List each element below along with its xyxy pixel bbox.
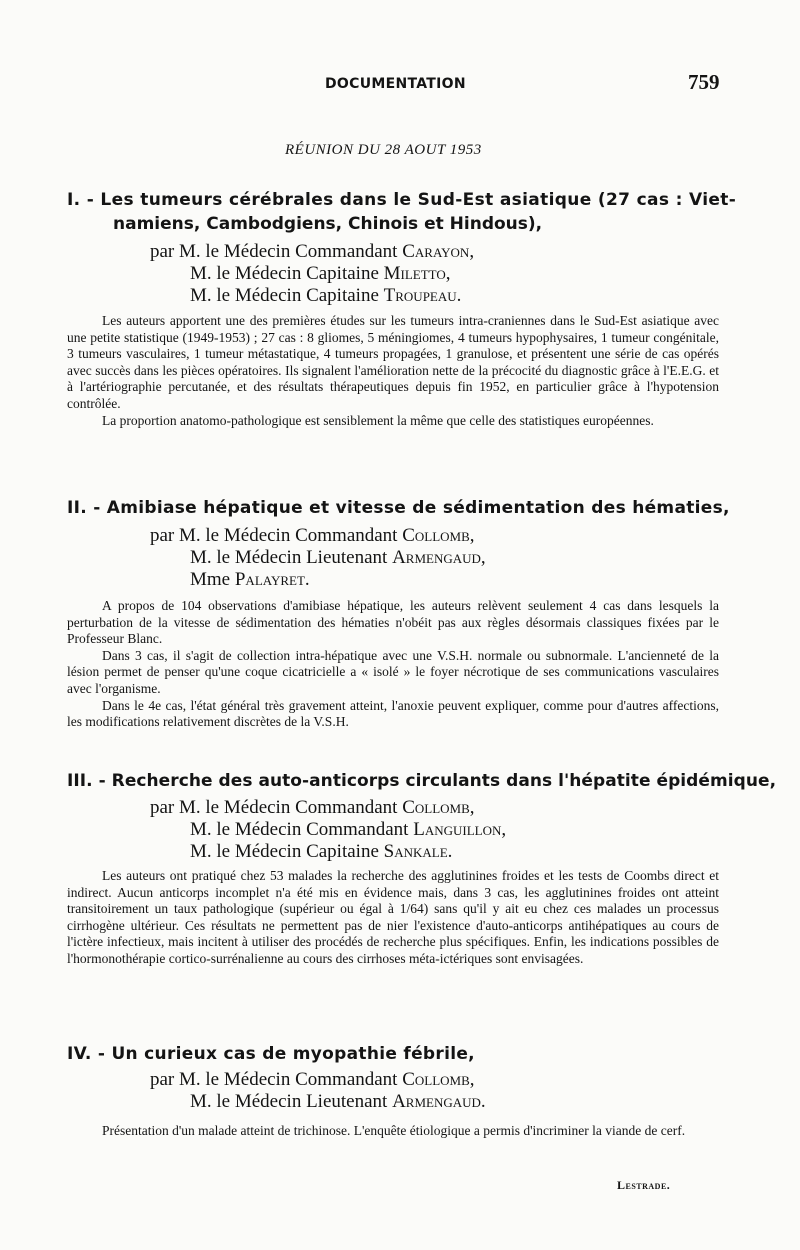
running-head: DOCUMENTATION (325, 76, 466, 92)
author-prefix: M. le Médecin Commandant (190, 819, 414, 840)
author-name: Armengaud (392, 547, 481, 568)
section-3-author-2 (190, 818, 506, 841)
section-2-body (67, 598, 719, 731)
section-1-author-3 (190, 284, 461, 307)
section-4-title-line-1: IV. - Un curieux cas de myopathie fébrile, (67, 1044, 475, 1064)
author-name: Troupeau (383, 285, 457, 306)
author-name: Collomb (402, 1069, 470, 1090)
author-suffix: . (447, 841, 453, 862)
paragraph: Dans le 4e cas, l'état général très gravement atteint, l'anoxie peuvent expliquer, comme pour d'autres affections, les modifications relativement discrètes de la V.S.H. (67, 697, 719, 730)
author-suffix: , (469, 525, 475, 546)
section-4-author-2 (190, 1090, 486, 1113)
meeting-title: RÉUNION DU 28 AOUT 1953 (285, 142, 482, 158)
author-suffix: , (480, 547, 486, 568)
section-3-body (67, 868, 719, 968)
author-prefix: par M. le Médecin Commandant (150, 241, 403, 262)
author-suffix: , (469, 241, 475, 262)
section-2-author-3 (190, 568, 310, 591)
section-2-author-1 (150, 524, 475, 547)
section-3-author-3 (190, 840, 452, 863)
author-suffix: , (469, 1069, 475, 1090)
signature: Lestrade. (617, 1178, 671, 1192)
author-prefix: M. le Médecin Capitaine (190, 841, 384, 862)
author-name: Collomb (402, 797, 470, 818)
author-suffix: . (456, 285, 462, 306)
author-prefix: M. le Médecin Capitaine (190, 263, 384, 284)
author-name: Languillon (413, 819, 502, 840)
author-prefix: par M. le Médecin Commandant (150, 797, 403, 818)
section-1-author-1 (150, 240, 474, 263)
author-prefix: M. le Médecin Lieutenant (190, 1091, 393, 1112)
paragraph: Les auteurs apportent une des premières études sur les tumeurs intra-craniennes dans le Sud-Est asiatique avec une petite statistique (1949-1953) ; 27 cas : 8 gliomes, 5 méningiomes, 4 tumeurs hypophysaires, 1 tumeur congénitale, 3 tumeurs vasculaires, 1 tumeur métastatique, 4 tumeurs propagées, 1 granulose, et présentent une série de cas opérés avec succès dans les pièces opératoires. Ils signalent l'amélioration nette de la précocité du diagnostic grâce à l'E.E.G. et à l'artériographie percutanée, et des résultats thérapeutiques depuis fin 1952, en particulier grâce à l'hypotension contrôlée. (67, 313, 719, 411)
author-name: Carayon (402, 241, 470, 262)
author-name: Collomb (402, 525, 470, 546)
section-4-body (67, 1123, 719, 1140)
author-prefix: Mme (190, 569, 235, 590)
paragraph: La proportion anatomo-pathologique est sensiblement la même que celle des statistiques européennes. (102, 412, 654, 428)
section-1-title-line-1: I. - Les tumeurs cérébrales dans le Sud-Est asiatique (27 cas : Viet- (67, 190, 737, 210)
section-1-body (67, 313, 719, 429)
section-3-author-1 (150, 796, 475, 819)
page-number: 759 (688, 70, 720, 94)
author-prefix: par M. le Médecin Commandant (150, 1069, 403, 1090)
author-prefix: M. le Médecin Capitaine (190, 285, 384, 306)
paragraph: Les auteurs ont pratiqué chez 53 malades la recherche des agglutinines froides et les tests de Coombs direct et indirect. Aucun anticorps incomplet n'a été mis en évidence mais, dans 3 cas, les agglutinines froides ont atteint transitoirement un taux pathologique (supérieur ou égal à 1/64) sans qu'il y ait eu chez ces malades un processus cirrhogène ultérieur. Ces résultats ne permettent pas de nier l'existence d'auto-anticorps antihépatiques au cours de l'ictère infectieux, mais incitent à utiliser des procédés de recherche plus spécifiques. Enfin, les indications possibles de l'hormonothérapie cortico-surrénalienne au cours des cirrhoses méta-ictériques sont envisagées. (67, 868, 719, 966)
author-suffix: , (469, 797, 475, 818)
author-prefix: M. le Médecin Lieutenant (190, 547, 393, 568)
author-suffix: , (501, 819, 507, 840)
author-name: Palayret (234, 569, 305, 590)
paragraph: Dans 3 cas, il s'agit de collection intra-hépatique avec une V.S.H. normale ou subnormale. L'ancienneté de la lésion permet de penser qu'une coque cicatricielle a « isolé » le foyer nécrotique de ses communications vasculaires avec l'organisme. (67, 647, 719, 696)
section-1-title-line-2: namiens, Cambodgiens, Chinois et Hindous), (113, 214, 543, 234)
author-prefix: par M. le Médecin Commandant (150, 525, 403, 546)
author-name: Sankale (383, 841, 448, 862)
author-suffix: . (304, 569, 310, 590)
author-name: Miletto (383, 263, 446, 284)
section-3-title-line-1: III. - Recherche des auto-anticorps circulants dans l'hépatite épidémique, (67, 771, 777, 791)
paragraph: A propos de 104 observations d'amibiase hépatique, les auteurs relèvent seulement 4 cas dans lesquels la perturbation de la vitesse de sédimentation des hématies n'obéit pas aux règles désormais classiques fixées par le Professeur Blanc. (67, 598, 719, 647)
paragraph: Présentation d'un malade atteint de trichinose. L'enquête étiologique a permis d'incriminer la viande de cerf. (102, 1123, 686, 1138)
section-2-author-2 (190, 546, 486, 569)
author-name: Armengaud (392, 1091, 481, 1112)
section-4-author-1 (150, 1068, 475, 1091)
author-suffix: , (445, 263, 451, 284)
author-suffix: . (480, 1091, 486, 1112)
section-2-title-line-1: II. - Amibiase hépatique et vitesse de sédimentation des hématies, (67, 498, 730, 518)
section-1-author-2 (190, 262, 451, 285)
